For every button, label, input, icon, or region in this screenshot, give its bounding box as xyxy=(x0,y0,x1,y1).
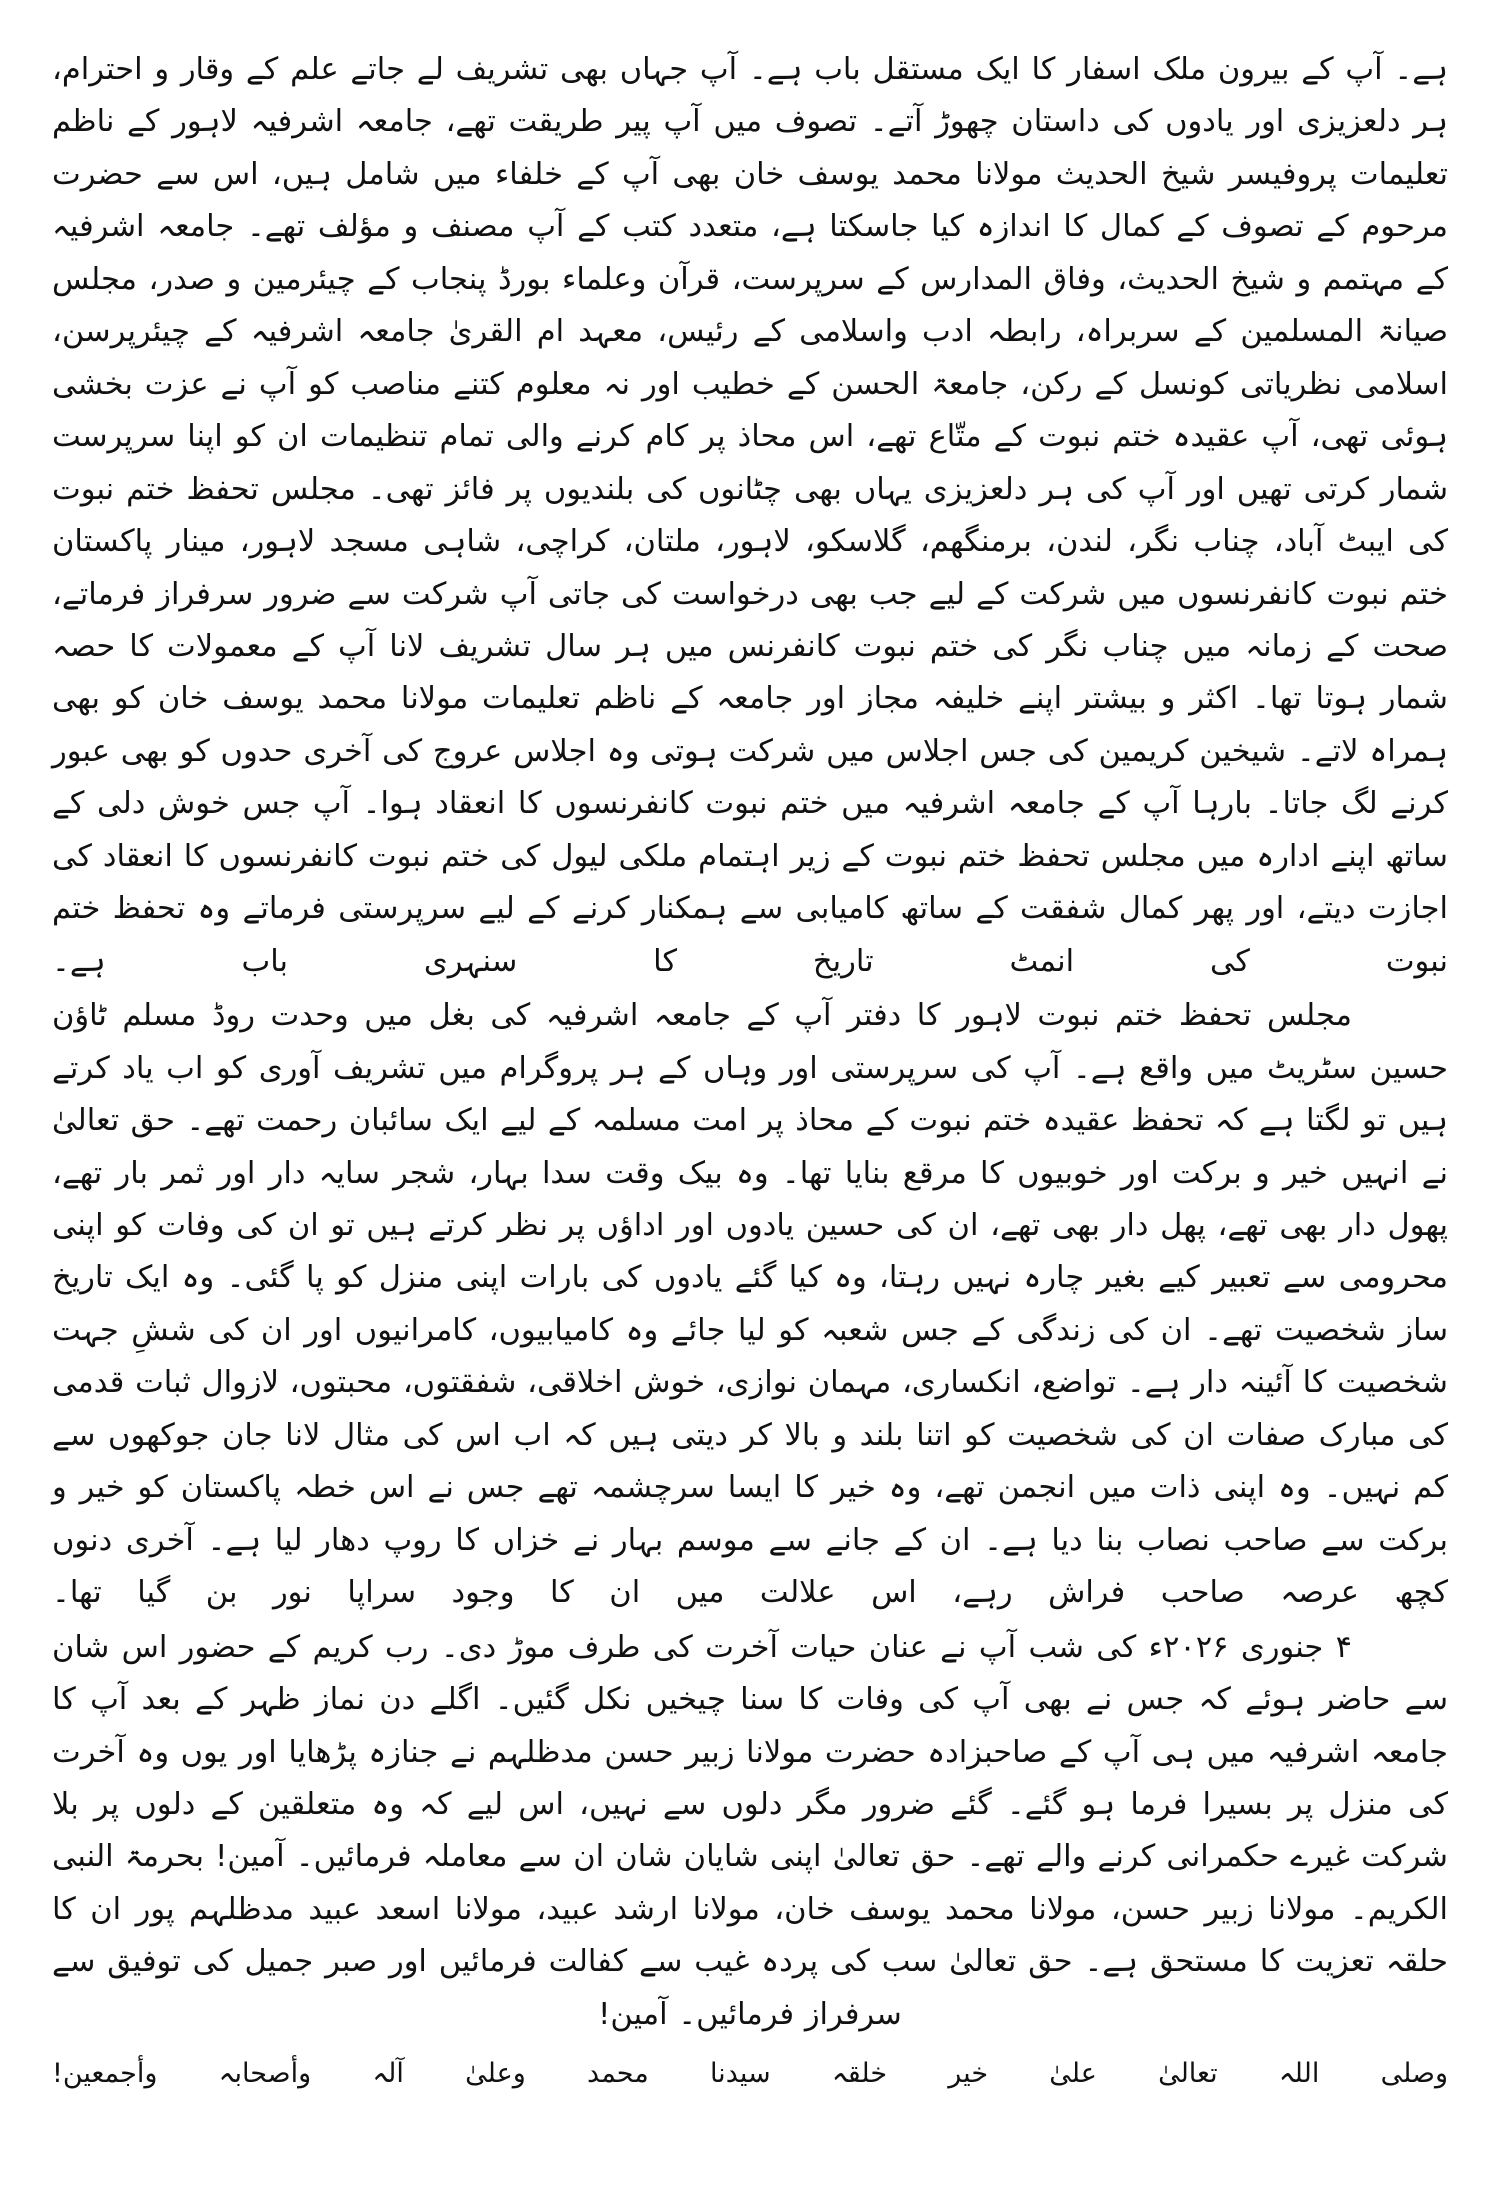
paragraph-1: ہے۔ آپ کے بیرون ملک اسفار کا ایک مستقل باب ہے۔ آپ جہاں بھی تشریف لے جاتے علم کے وقار و احترام، ہر دلعزیزی اور یادوں کی داستان چھوڑ آتے۔ تصوف میں آپ پیر طریقت تھے، جامعہ اشرفیہ لاہور کے ناظم تعلیمات پروفیسر شیخ الحدیث مولانا محمد یوسف خان بھی آپ کے خلفاء میں شامل ہیں، اس سے حضرت مرحوم کے تصوف کے کمال کا اندازہ کیا جاسکتا ہے، متعدد کتب کے آپ مصنف و مؤلف تھے۔ جامعہ اشرفیہ کے مہتمم و شیخ الحدیث، وفاق المدارس کے سرپرست، قرآن وعلماء بورڈ پنجاب کے چیئرمین و صدر، مجلس صیانۃ المسلمین کے سربراہ، رابطہ ادب واسلامی کے رئیس، معہد ام القریٰ جامعہ اشرفیہ کے چیئرپرسن، اسلامی نظریاتی کونسل کے رکن، جامعۃ الحسن کے خطیب اور نہ معلوم کتنے مناصب کو آپ نے عزت بخشی ہوئی تھی، آپ عقیدہ ختم نبوت کے متّاع تھے، اس محاذ پر کام کرنے والی تمام تنظیمات ان کو اپنا سرپرست شمار کرتی تھیں اور آپ کی ہر دلعزیزی یہاں بھی چٹانوں کی بلندیوں پر فائز تھی۔ مجلس تحفظ ختم نبوت کی ایبٹ آباد، چناب نگر، لندن، برمنگھم، گلاسکو، لاہور، ملتان، کراچی، شاہی مسجد لاہور، مینار پاکستان ختم نبوت کانفرنسوں میں شرکت کے لیے جب بھی درخواست کی جاتی آپ شرکت سے ضرور سرفراز فرماتے، صحت کے زمانہ میں چناب نگر کی ختم نبوت کانفرنس میں ہر سال تشریف لانا آپ کے معمولات کا حصہ شمار ہوتا تھا۔ اکثر و بیشتر اپنے خلیفہ مجاز اور جامعہ کے ناظم تعلیمات مولانا محمد یوسف خان کو بھی ہمراہ لاتے۔ شیخین کریمین کی جس اجلاس میں شرکت ہوتی وہ اجلاس عروج کی آخری حدوں کو بھی عبور کرنے لگ جاتا۔ بارہا آپ کے جامعہ اشرفیہ میں ختم نبوت کانفرنسوں کا انعقاد ہوا۔ آپ جس خوش دلی کے ساتھ اپنے ادارہ میں مجلس تحفظ ختم نبوت کے زیر اہتمام ملکی لیول کی ختم نبوت کانفرنسوں کا انعقاد کی اجازت دیتے، اور پھر کمال شفقت کے ساتھ کامیابی سے ہمکنار کرنے کے لیے سرپرستی فرماتے وہ تحفظ ختم نبوت کی انمٹ تاریخ کا سنہری باب ہے۔ xyxy=(52,52,1448,979)
paragraph-3: ۴ جنوری ۲۰۲۶ء کی شب آپ نے عنان حیات آخرت کی طرف موڑ دی۔ رب کریم کے حضور اس شان سے حاضر ہوئے کہ جس نے بھی آپ کی وفات کا سنا چیخیں نکل گئیں۔ اگلے دن نماز ظہر کے بعد آپ کا جامعہ اشرفیہ میں ہی آپ کے صاحبزادہ حضرت مولانا زبیر حسن مدظلہم نے جنازہ پڑھایا اور یوں وہ آخرت کی منزل پر بسیرا فرما ہو گئے۔ گئے ضرور مگر دلوں سے نہیں، اس لیے کہ وہ متعلقین کے دلوں پر بلا شرکت غیرے حکمرانی کرنے والے تھے۔ حق تعالیٰ اپنی شایان شان ان سے معاملہ فرمائیں۔ آمین! بحرمۃ النبی الکریم۔ مولانا زبیر حسن، مولانا محمد یوسف خان، مولانا ارشد عبید، مولانا اسعد عبید مدظلہم پور ان کا حلقہ تعزیت کا مستحق ہے۔ حق تعالیٰ سب کی پردہ غیب سے کفالت فرمائیں اور صبر جمیل کی توفیق سے سرفراز فرمائیں۔ آمین! xyxy=(52,1629,1448,2032)
document-body xyxy=(52,44,1448,2097)
page-bottom-space xyxy=(52,2097,1448,2160)
closing-benediction: وصلی اللہ تعالیٰ علیٰ خیر خلقہ سیدنا محمد وعلیٰ آلہ وأصحابہ وأجمعین! xyxy=(52,2058,1448,2090)
paragraph-2: مجلس تحفظ ختم نبوت لاہور کا دفتر آپ کے جامعہ اشرفیہ کی بغل میں وحدت روڈ مسلم ٹاؤن حسین سٹریٹ میں واقع ہے۔ آپ کی سرپرستی اور وہاں کے ہر پروگرام میں تشریف آوری کو اب یاد کرتے ہیں تو لگتا ہے کہ تحفظ عقیدہ ختم نبوت کے محاذ پر امت مسلمہ کے لیے ایک سائبان رحمت تھے۔ حق تعالیٰ نے انہیں خیر و برکت اور خوبیوں کا مرقع بنایا تھا۔ وہ بیک وقت سدا بہار، شجر سایہ دار اور ثمر بار تھے، پھول دار بھی تھے، پھل دار بھی تھے، ان کی حسین یادوں اور اداؤں پر نظر کرتے ہیں تو ان کی وفات کو اپنی محرومی سے تعبیر کیے بغیر چارہ نہیں رہتا، وہ کیا گئے یادوں کی بارات اپنی منزل کو پا گئی۔ وہ ایک تاریخ ساز شخصیت تھے۔ ان کی زندگی کے جس شعبہ کو لیا جائے وہ کامیابیوں، کامرانیوں اور ان کی ششِ جہت شخصیت کا آئینہ دار ہے۔ تواضع، انکساری، مہمان نوازی، خوش اخلاقی، شفقتوں، محبتوں، لازوال ثبات قدمی کی مبارک صفات ان کی شخصیت کو اتنا بلند و بالا کر دیتی ہیں کہ اب اس کی مثال لانا جان جوکھوں سے کم نہیں۔ وہ اپنی ذات میں انجمن تھے، وہ خیر کا ایسا سرچشمہ تھے جس نے اس خطہ پاکستان کو خیر و برکت سے صاحب نصاب بنا دیا ہے۔ ان کے جانے سے موسم بہار نے خزاں کا روپ دھار لیا ہے۔ آخری دنوں کچھ عرصہ صاحب فراش رہے، اس علالت میں ان کا وجود سراپا نور بن گیا تھا۔ xyxy=(52,998,1449,1611)
